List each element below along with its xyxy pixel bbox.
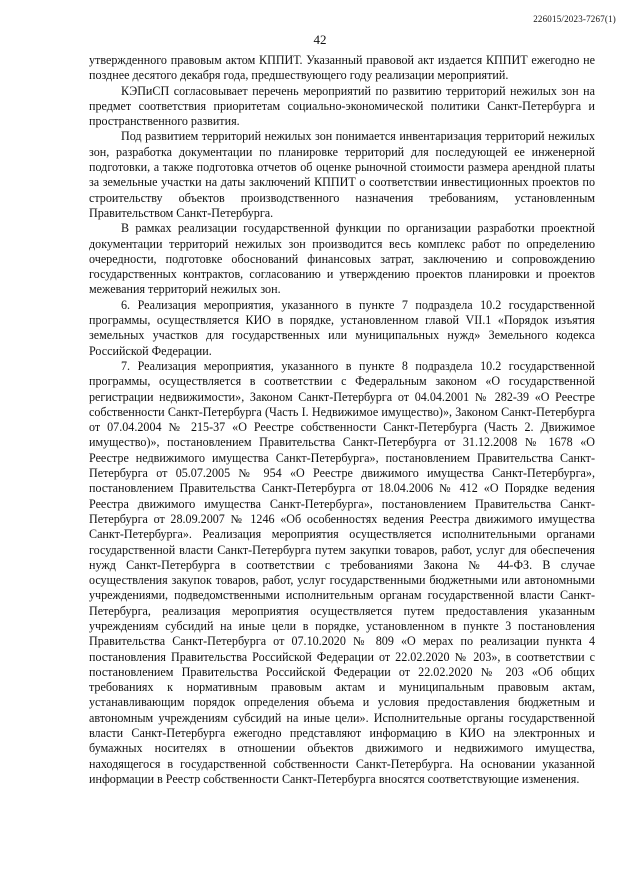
paragraph-development-definition: Под развитием территорий нежилых зон понимается инвентаризация территорий нежилых зон, разработка документации по планировке территорий для последующей ее инженерной подготовки, а также подготовка отчетов об оценке рыночной стоимости размера арендной платы за земельные участки на даты заключений КППИТ о соответствии инвестиционных проектов по строительству объектов производственного назначения требованиям, установленным Правительством Санкт-Петербурга.: [89, 129, 595, 220]
paragraph-item-7: 7. Реализация мероприятия, указанного в пункте 8 подраздела 10.2 государственной программы, осуществляется в соответствии с Федеральным законом «О государственной регистрации недвижимости», Законом Санкт-Петербурга от 04.04.2001 № 282-39 «О Реестре собственности Санкт-Петербурга (Часть I. Недвижимое имущество)», Законом Санкт-Петербурга от 07.04.2004 № 215-37 «О Реестре собственности Санкт-Петербурга (Часть 2. Движимое имущество)», постановлением Правительства Санкт-Петербурга от 31.12.2008 № 1678 «О Реестре недвижимого имущества Санкт-Петербурга», постановлением Правительства Санкт-Петербурга от 05.07.2005 № 954 «О Реестре движимого имущества Санкт-Петербурга», постановлением Правительства Санкт-Петербурга от 18.04.2006 № 412 «О Порядке ведения Реестра движимого имущества Санкт-Петербурга», постановлением Правительства Санкт-Петербурга от 28.09.2007 № 1246 «Об особенностях ведения Реестра движимого имущества Санкт-Петербурга». Реализация мероприятия осуществляется исполнительными органами государственной власти Санкт-Петербурга путем закупки товаров, работ, услуг для обеспечения нужд Санкт-Петербурга в соответствии с требованиями Закона № 44-ФЗ. В случае осуществления закупок товаров, работ, услуг государственными бюджетными или автономными учреждениями, подведомственными исполнительным органам государственной власти Санкт-Петербурга, реализация мероприятия осуществляется путем предоставления указанным учреждениям субсидий на иные цели в порядке, установленном в пункте 3 постановления Правительства Санкт-Петербурга от 07.10.2020 № 809 «О мерах по реализации пункта 4 постановления Правительства Российской Федерации от 22.02.2020 № 203», в соответствии с постановлением Правительства Российской Федерации от 22.02.2020 № 203 «Об общих требованиях к нормативным правовым актам и муниципальным правовым актам, устанавливающим порядок определения объема и условия предоставления бюджетным и автономным учреждениям субсидий на иные цели». Исполнительные органы государственной власти Санкт-Петербурга ежегодно представляют информацию в КИО на электронных и бумажных носителях в отношении объектов движимого и недвижимого имущества, находящегося в государственной собственности Санкт-Петербурга. На основании указанной информации в Реестр собственности Санкт-Петербурга вносятся соответствующие изменения.: [89, 358, 595, 786]
paragraph-state-function: В рамках реализации государственной функции по организации разработки проектной документации территорий нежилых зон производится весь комплекс работ по определению очередности, подготовке обоснований финансовых затрат, заключению и сопровождению государственных контрактов, согласованию и утверждению проектов планировки и проектов межевания территорий нежилых зон.: [89, 221, 595, 297]
paragraph-continuation: утвержденного правовым актом КППИТ. Указанный правовой акт издается КППИТ ежегодно не позднее десятого декабря года, предшествующего году реализации мероприятий.: [89, 53, 595, 83]
paragraph-item-6: 6. Реализация мероприятия, указанного в пункте 7 подраздела 10.2 государственной программы, осуществляется КИО в порядке, установленном главой VII.1 «Порядок изъятия земельных участков для государственных или муниципальных нужд» Земельного кодекса Российской Федерации.: [89, 297, 595, 358]
paragraph-kepisp-approval: КЭПиСП согласовывает перечень мероприятий по развитию территорий нежилых зон на предмет соответствия приоритетам социально-экономической политики Санкт-Петербурга и пространственного развития.: [89, 83, 595, 129]
page-number: 42: [313, 32, 327, 47]
document-number: 226015/2023-7267(1): [533, 14, 616, 24]
document-body: [89, 53, 595, 787]
